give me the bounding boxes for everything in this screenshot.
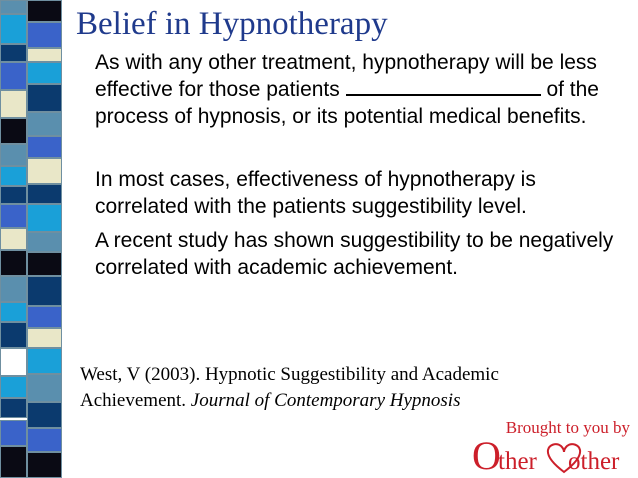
- stripe-block: [27, 0, 62, 22]
- stripe-block: [0, 118, 27, 144]
- paragraph-study: A recent study has shown suggestibility to be negatively correlated with academic achievement.: [95, 229, 614, 279]
- slide-title: Belief in Hypnotherapy: [76, 6, 388, 42]
- stripe-block: [27, 232, 62, 252]
- stripe-block: [27, 374, 62, 402]
- stripe-block: [0, 14, 27, 44]
- decorative-stripe: [0, 0, 62, 478]
- stripe-block: [27, 136, 62, 158]
- paragraph-effectiveness: In most cases, effectiveness of hypnotherapy is correlated with the patients suggestibility level.: [95, 168, 536, 218]
- stripe-block: [27, 428, 62, 452]
- fill-in-blank: [346, 80, 541, 96]
- other-mother-logo: [472, 433, 636, 478]
- stripe-block: [0, 250, 27, 276]
- citation: [80, 362, 600, 414]
- stripe-block: [0, 62, 27, 90]
- stripe-block: [0, 376, 27, 398]
- citation-journal: Journal of Contemporary Hypnosis: [190, 390, 461, 411]
- stripe-block: [0, 228, 27, 250]
- stripe-block: [0, 322, 27, 348]
- stripe-block: [27, 112, 62, 136]
- citation-text: West, V (2003). Hypnotic Suggestibility and Academic Achievement.: [80, 364, 499, 411]
- stripe-block: [0, 420, 27, 446]
- stripe-block: [0, 398, 27, 418]
- stripe-block: [0, 348, 27, 376]
- logo-word-other: ther: [498, 448, 537, 475]
- stripe-block: [0, 90, 27, 118]
- stripe-block: [27, 62, 62, 84]
- stripe-block: [27, 84, 62, 112]
- paragraph-belief: [95, 49, 620, 130]
- stripe-block: [0, 0, 27, 14]
- stripe-block: [0, 144, 27, 166]
- stripe-block: [27, 158, 62, 184]
- stripe-block: [0, 276, 27, 302]
- brought-to-you-by: Brought to you by: [505, 418, 630, 437]
- stripe-block: [27, 252, 62, 276]
- stripe-block: [27, 452, 62, 478]
- stripe-block: [0, 44, 27, 62]
- stripe-block: [27, 276, 62, 306]
- stripe-block: [0, 186, 27, 204]
- stripe-block: [0, 204, 27, 228]
- paragraph-belief-start: As with any other treatment, hypnotherapy will be less effective for those patients: [95, 51, 597, 101]
- stripe-block: [27, 22, 62, 48]
- stripe-block: [0, 166, 27, 186]
- stripe-block: [27, 348, 62, 374]
- stripe-block: [27, 48, 62, 62]
- stripe-block: [0, 302, 27, 322]
- paragraph-belief-end: of the process of hypnosis, or its potential medical benefits.: [95, 78, 599, 128]
- stripe-block: [27, 184, 62, 204]
- stripe-block: [0, 446, 27, 478]
- stripe-block: [27, 204, 62, 232]
- logo-letter-o: O: [472, 433, 501, 478]
- stripe-block: [27, 306, 62, 328]
- logo-word-mother: other: [568, 448, 620, 475]
- stripe-block: [27, 328, 62, 348]
- stripe-block: [27, 402, 62, 428]
